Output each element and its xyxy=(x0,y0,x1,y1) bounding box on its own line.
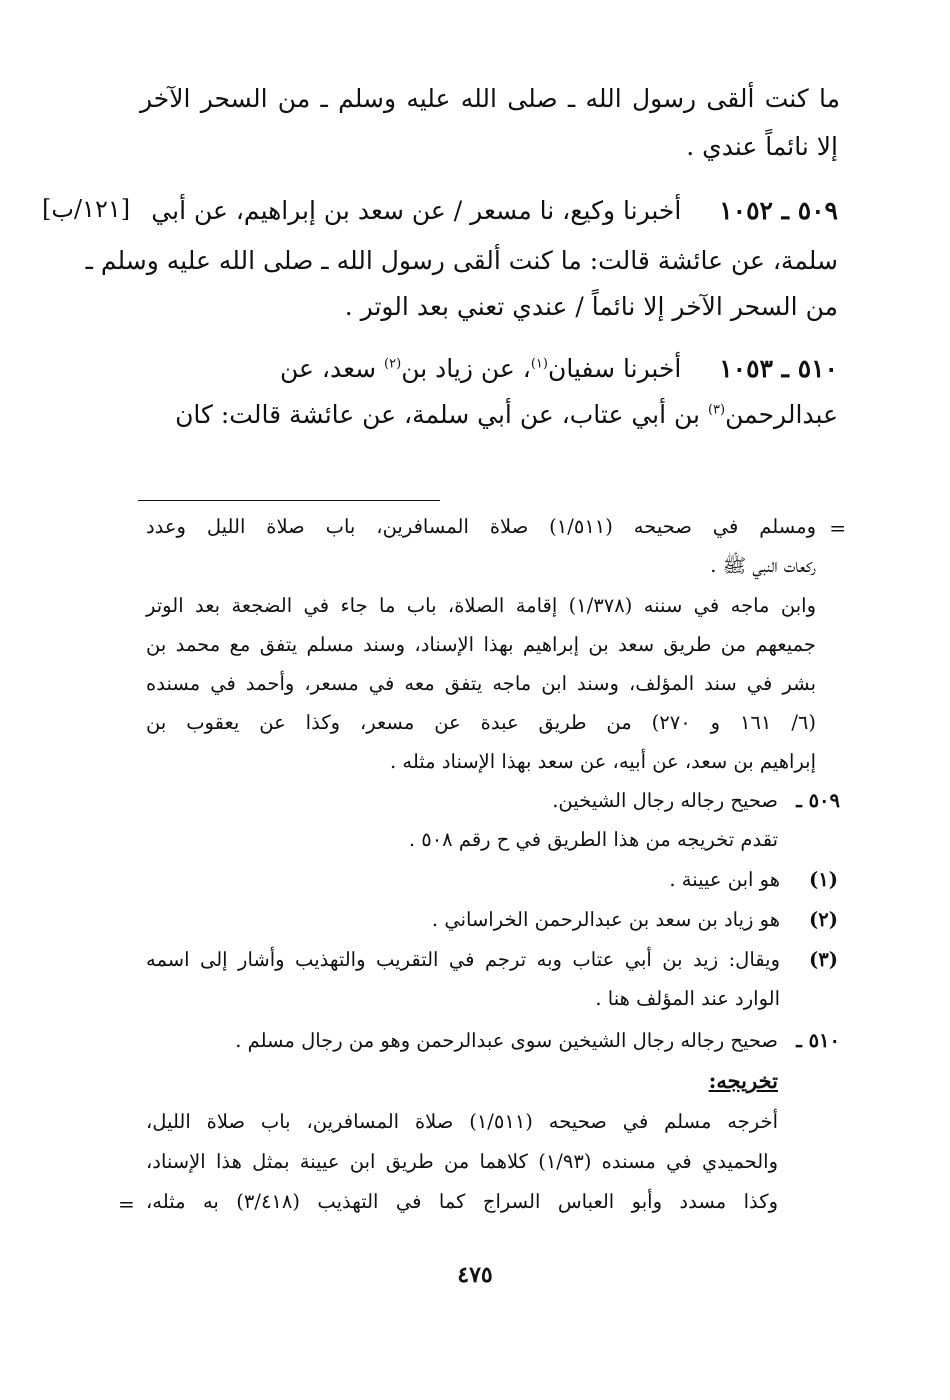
main-line-2: إلا نائماً عندي . xyxy=(686,132,838,161)
main-line-6a: أخبرنا سفيان xyxy=(547,354,682,383)
footnote-line-12: ويقال: زيد بن أبي عتاب وبه ترجم في التقريب والتهذيب وأشار إلى اسمه xyxy=(146,948,780,971)
footnote-line-14: صحيح رجاله رجال الشيخين سوى عبدالرحمن وهو من رجال مسلم . xyxy=(235,1029,778,1052)
main-line-5: من السحر الآخر إلا نائماً / عندي تعني بعد الوتر . xyxy=(344,292,838,321)
hadith-509-line xyxy=(118,194,838,228)
footnote-line-9: تقدم تخريجه من هذا الطريق في ح رقم ٥٠٨ . xyxy=(408,828,778,851)
hadith-number-509: ٥٠٩ ـ ١٠٥٢ xyxy=(719,196,838,225)
folio-mark: [١٢١/ب] xyxy=(42,195,131,223)
footnote-line-16: أخرجه مسلم في صحيحه (١/٥١١) صلاة المسافرين، باب صلاة الليل، xyxy=(146,1110,778,1133)
main-line-6b: ، عن زياد بن xyxy=(401,354,531,383)
footnote-num-3: (٣) xyxy=(809,948,838,971)
main-line-1: ما كنت ألقى رسول الله ـ صلى الله عليه وسلم ـ من السحر الآخر xyxy=(140,84,840,113)
footnote-line-17: والحميدي في مسنده (١/٩٣) كلاهما من طريق ابن عيينة بمثل هذا الإسناد، xyxy=(146,1150,778,1173)
footnote-line-7: إبراهيم بن سعد، عن أبيه، عن سعد بهذا الإسناد مثله . xyxy=(389,750,816,773)
footnote-ref-2: (٢) xyxy=(384,356,402,372)
footnote-ref-1: (١) xyxy=(530,356,548,372)
footnote-line-3: وابن ماجه في سننه (١/٣٧٨) إقامة الصلاة، باب ما جاء في الضجعة بعد الوتر xyxy=(146,594,816,617)
footnote-line-18: وكذا مسدد وأبو العباس السراج كما في التهذيب (٣/٤١٨) به مثله، xyxy=(146,1190,778,1213)
footnote-line-11: هو زياد بن سعد بن عبدالرحمن الخراساني . xyxy=(431,908,780,931)
footnote-num-1: (١) xyxy=(809,868,838,891)
footnote-num-509: ٥٠٩ ـ xyxy=(796,789,840,812)
footnote-line-8: صحيح رجاله رجال الشيخين. xyxy=(552,789,778,812)
continuation-marker: = xyxy=(829,516,846,540)
footnote-num-510: ٥١٠ ـ xyxy=(796,1029,840,1052)
footnote-line-2: ركعات النبي ﷺ . xyxy=(710,554,816,577)
footnote-num-2: (٢) xyxy=(809,908,838,931)
footnote-line-10: هو ابن عيينة . xyxy=(669,868,780,891)
main-line-4: سلمة، عن عائشة قالت: ما كنت ألقى رسول الله ـ صلى الله عليه وسلم ـ xyxy=(85,246,838,275)
footnote-separator xyxy=(138,500,440,501)
footnote-line-5: بشر في سند المؤلف، وسند ابن ماجه يتفق معه في مسعر، وأحمد في مسنده xyxy=(146,672,816,695)
main-line-7: عبدالرحمن$^{(٣)}$ بن أبي عتاب، عن أبي سلمة، عن عائشة قالت: كان xyxy=(175,400,838,429)
end-continuation-marker: = xyxy=(118,1192,135,1216)
footnote-line-4: جميعهم من طريق سعد بن إبراهيم بهذا الإسناد، وسند مسلم يتفق مع محمد بن xyxy=(146,633,816,656)
page-number: ٤٧٥ xyxy=(457,1262,493,1288)
main-line-3: أخبرنا وكيع، نا مسعر / عن سعد بن إبراهيم، عن أبي xyxy=(151,196,682,225)
footnote-line-13: الوارد عند المؤلف هنا . xyxy=(595,987,780,1010)
footnote-line-6: (٦/ ١٦١ و ٢٧٠) من طريق عبدة عن مسعر، وكذا عن يعقوب بن xyxy=(146,711,816,734)
hadith-510-line xyxy=(138,352,838,386)
takhrij-heading: تخريجه: xyxy=(708,1068,778,1093)
main-line-6c: سعد، عن xyxy=(280,354,385,383)
footnote-line-1: ومسلم في صحيحه (١/٥١١) صلاة المسافرين، باب صلاة الليل وعدد xyxy=(146,515,816,538)
footnote-ref-3: (٣) xyxy=(707,402,726,418)
hadith-number-510: ٥١٠ ـ ١٠٥٣ xyxy=(719,354,838,383)
